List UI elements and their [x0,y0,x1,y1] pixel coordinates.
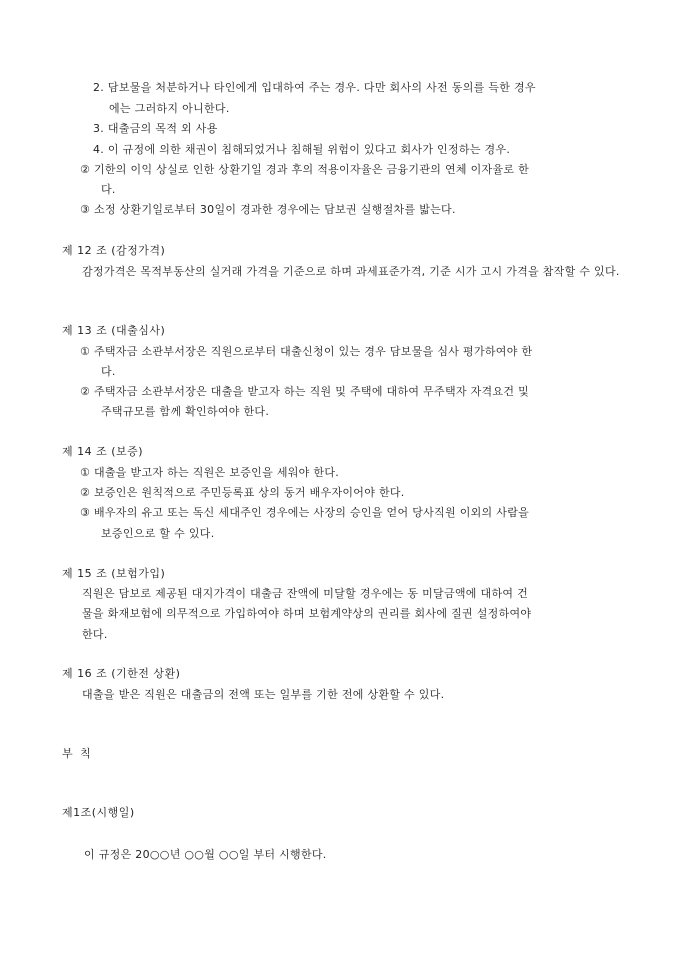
article-14-item-3-line2: 보증인으로 할 수 있다. [101,527,215,540]
item-3: 3. 대출금의 목적 외 사용 [93,122,218,135]
article-13-item-2-line1: ② 주택자금 소관부서장은 대출을 받고자 하는 직원 및 주택에 대하여 무주택자 자격요건 및 [80,385,530,398]
item-4: 4. 이 규정에 의한 채권이 침해되었거나 침해될 위험이 있다고 회사가 인정하는 경우. [93,143,511,156]
clause-2-line2: 다. [101,183,116,196]
article-14-heading: 제 14 조 (보증) [62,445,144,458]
clause-3: ③ 소정 상환기일로부터 30일이 경과한 경우에는 담보권 실행절차를 밟는다. [80,203,456,216]
article-14-item-1: ① 대출을 받고자 하는 직원은 보증인을 세워야 한다. [80,466,340,479]
item-2-line1: 2. 담보물을 처분하거나 타인에게 입대하여 주는 경우. 다만 회사의 사전 동의를 득한 경우 [93,81,536,94]
article-16-body: 대출을 받은 직원은 대출금의 전액 또는 일부를 기한 전에 상환할 수 있다. [82,688,445,701]
article-13-heading: 제 13 조 (대출심사) [62,324,166,337]
article-15-body-line3: 한다. [82,628,108,641]
article-14-item-2: ② 보증인은 원칙적으로 주민등록표 상의 동거 배우자이어야 한다. [80,486,405,499]
article-15-body-line1: 직원은 담보로 제공된 대지가격이 대출금 잔액에 미달할 경우에는 동 미달금액에 대하여 건 [82,587,529,600]
article-12-body: 감정가격은 목적부동산의 실거래 가격을 기준으로 하며 과세표준가격, 기준 시가 고시 가격을 참작할 수 있다. [82,265,620,278]
article-13-item-2-line2: 주택규모를 함께 확인하여야 한다. [101,405,270,418]
article-15-heading: 제 15 조 (보험가입) [62,567,166,580]
item-2-line2: 에는 그러하지 아니한다. [109,102,230,115]
supplementary-article-1-body: 이 규정은 20○○년 ○○월 ○○일 부터 시행한다. [84,848,327,861]
supplementary-article-1-heading: 제1조(시행일) [62,806,135,819]
article-13-item-1-line1: ① 주택자금 소관부서장은 직원으로부터 대출신청이 있는 경우 담보물을 심사 평가하여야 한 [80,345,533,358]
clause-2-line1: ② 기한의 이익 상실로 인한 상환기일 경과 후의 적용이자율은 금융기관의 연체 이자율로 한 [80,163,530,176]
article-13-item-1-line2: 다. [101,365,116,378]
article-12-heading: 제 12 조 (감정가격) [62,244,166,257]
supplementary-heading: 부 칙 [62,747,93,760]
article-16-heading: 제 16 조 (기한전 상환) [62,667,181,680]
article-14-item-3-line1: ③ 배우자의 유고 또는 독신 세대주인 경우에는 사장의 승인을 얻어 당사직원 이외의 사람을 [80,506,530,519]
article-15-body-line2: 물을 화재보험에 의무적으로 가입하여야 하며 보험계약상의 권리를 회사에 질권 설정하여야 [82,607,532,620]
